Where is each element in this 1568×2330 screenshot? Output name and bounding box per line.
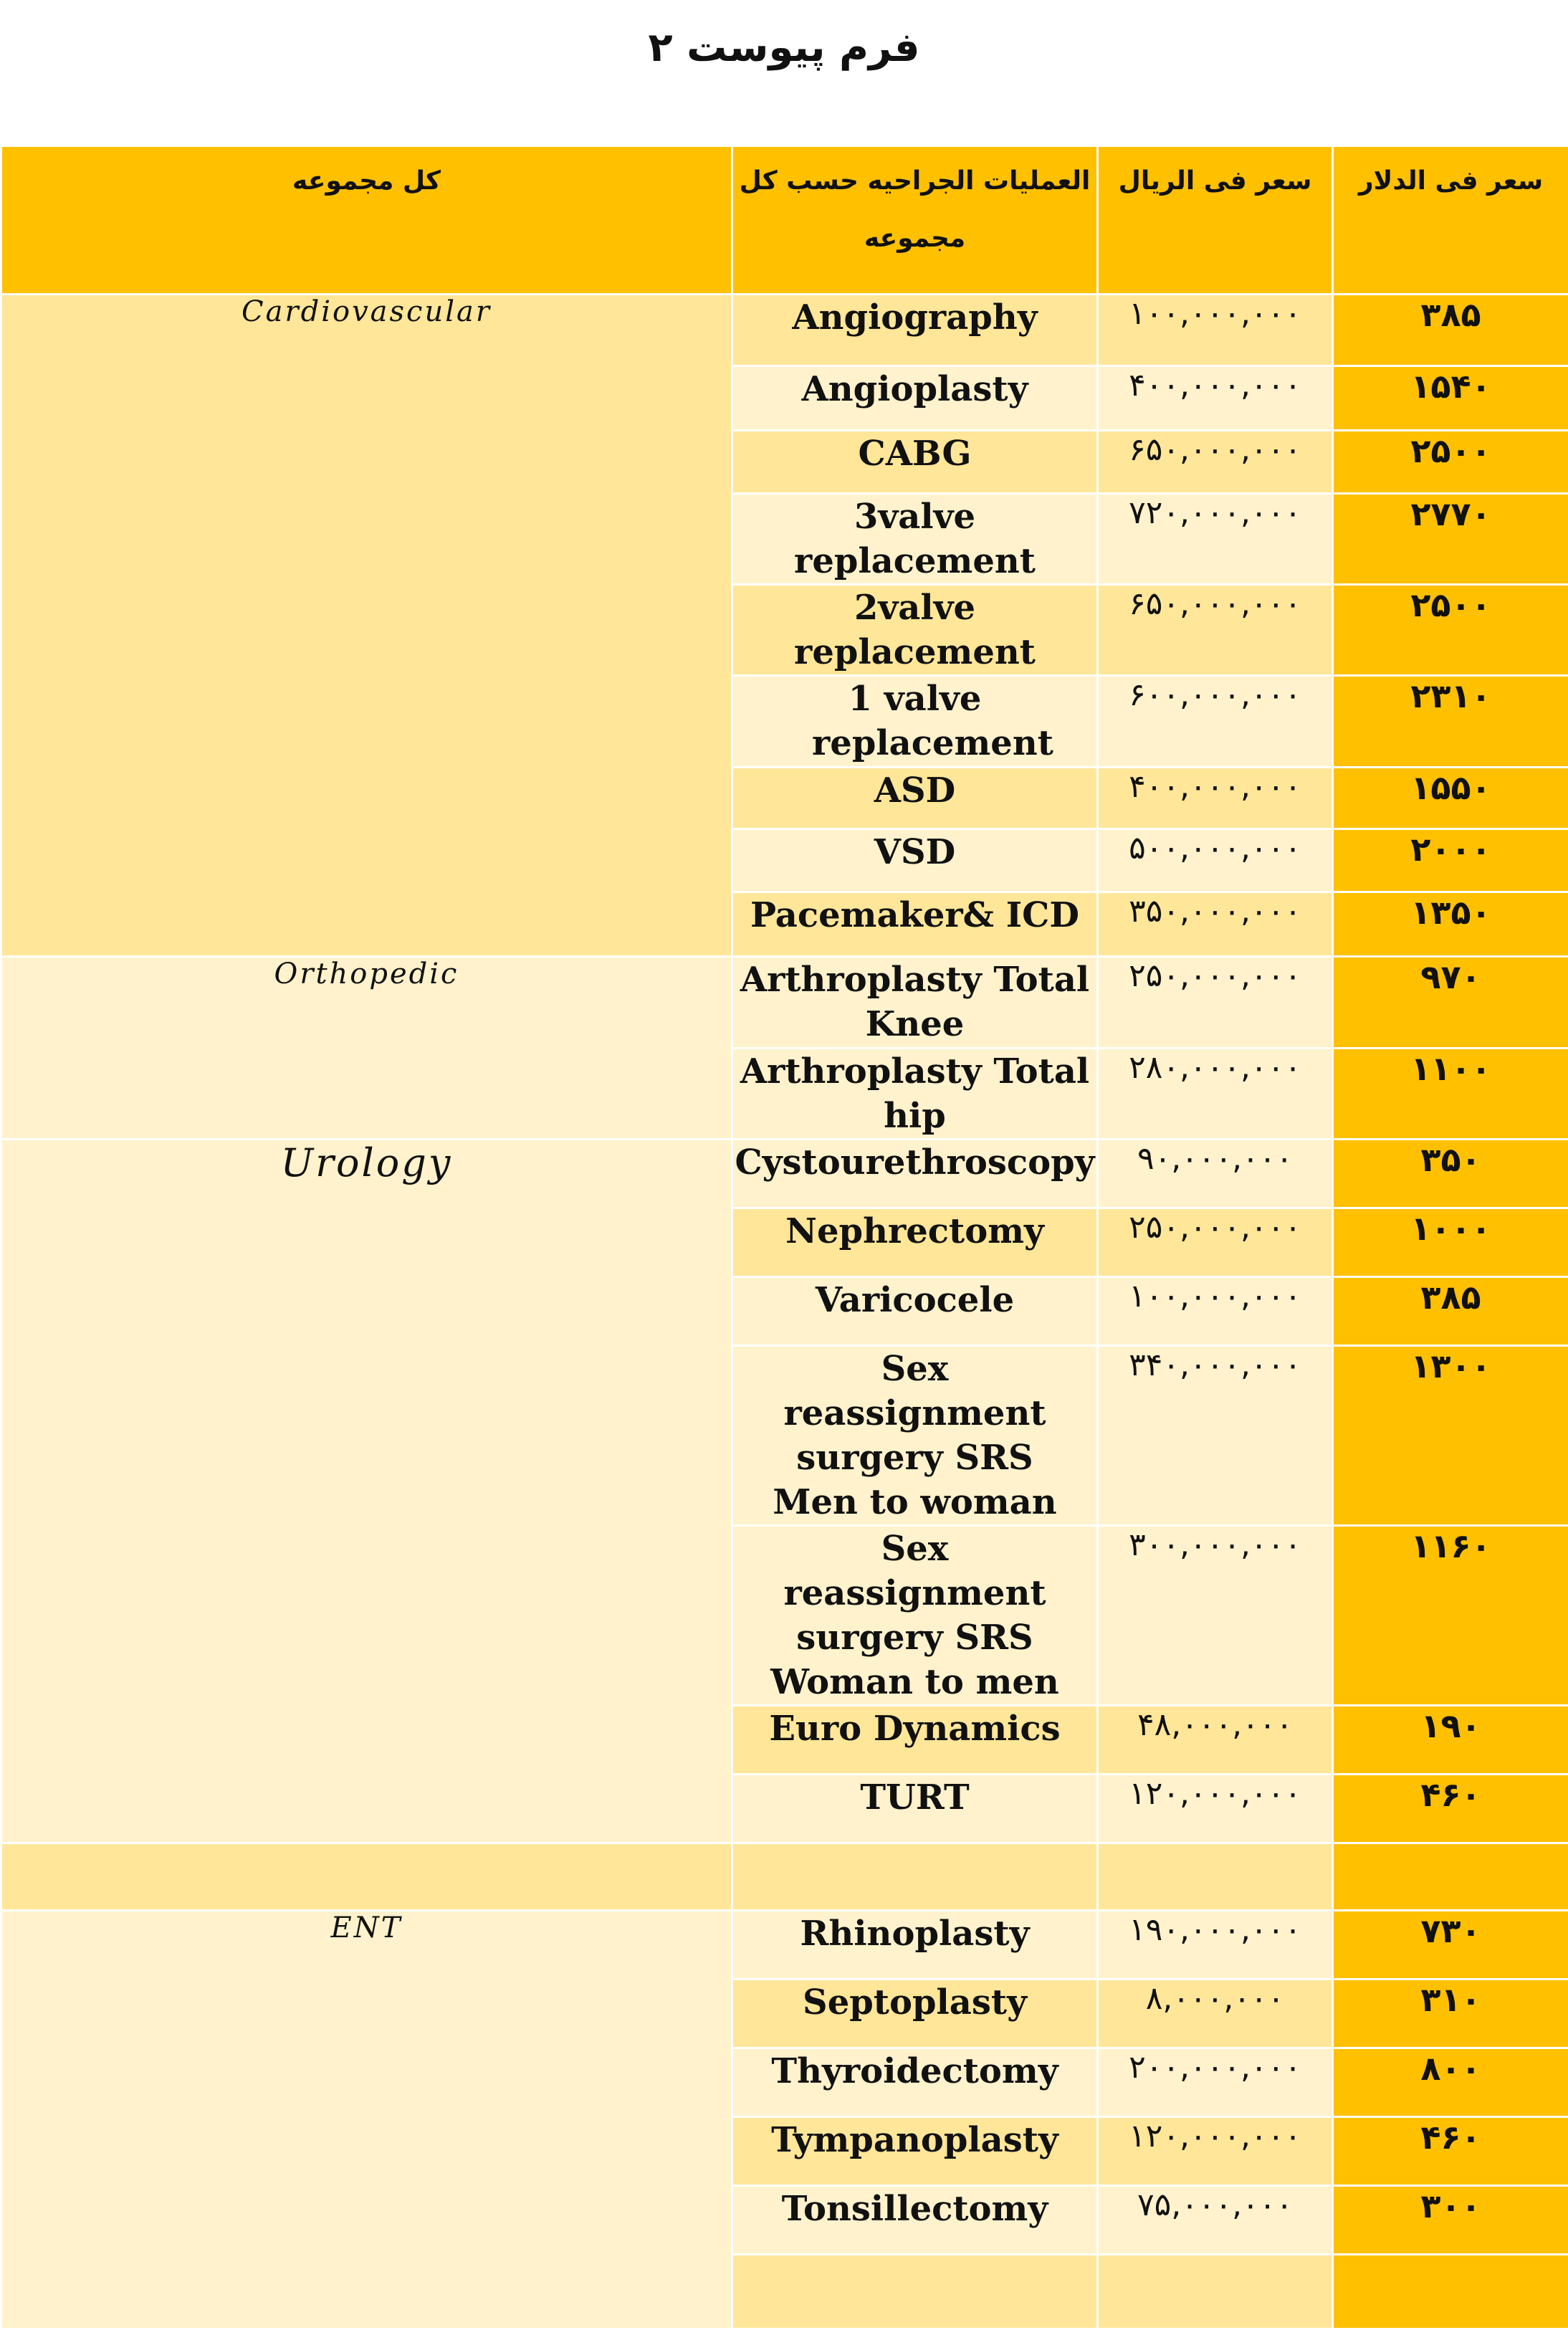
procedure-cell: 1 valve replacement	[732, 676, 1098, 768]
header-price-usd: سعر فی الدلار	[1333, 146, 1568, 295]
category-label: Orthopedic	[274, 958, 459, 990]
page-title: فرم پیوست ۲	[0, 24, 1568, 71]
procedure-cell: Arthroplasty Total Knee	[732, 957, 1098, 1049]
usd-cell: ۱۰۰۰	[1333, 1208, 1568, 1277]
procedure-cell: Rhinoplasty	[732, 1911, 1098, 1980]
usd-cell: ۳۰۰	[1333, 2186, 1568, 2255]
rial-cell: ۱۰۰,۰۰۰,۰۰۰	[1098, 1277, 1333, 1346]
empty-cell	[1333, 2255, 1568, 2329]
usd-cell: ۱۵۴۰	[1333, 366, 1568, 431]
usd-cell: ۱۳۵۰	[1333, 892, 1568, 957]
usd-cell: ۳۸۵	[1333, 295, 1568, 366]
usd-cell: ۲۷۷۰	[1333, 494, 1568, 585]
table-row	[1, 295, 1568, 366]
procedure-cell: Varicocele	[732, 1277, 1098, 1346]
rial-cell: ۳۴۰,۰۰۰,۰۰۰	[1098, 1346, 1333, 1526]
rial-cell: ۳۰۰,۰۰۰,۰۰۰	[1098, 1526, 1333, 1706]
rial-cell: ۴۰۰,۰۰۰,۰۰۰	[1098, 366, 1333, 431]
table-row	[1, 1911, 1568, 1980]
empty-cell	[1098, 2255, 1333, 2329]
rial-cell: ۱۲۰,۰۰۰,۰۰۰	[1098, 1775, 1333, 1843]
procedure-cell: Angioplasty	[732, 366, 1098, 431]
usd-cell: ۹۷۰	[1333, 957, 1568, 1049]
rial-cell: ۹۰,۰۰۰,۰۰۰	[1098, 1140, 1333, 1208]
usd-cell: ۸۰۰	[1333, 2048, 1568, 2117]
header-price-rial: سعر فی الریال	[1098, 146, 1333, 295]
category-label: Urology	[281, 1140, 453, 1185]
procedure-cell: CABG	[732, 431, 1098, 494]
rial-cell: ۶۵۰,۰۰۰,۰۰۰	[1098, 431, 1333, 494]
table-row	[1, 957, 1568, 1049]
usd-cell: ۲۳۱۰	[1333, 676, 1568, 768]
usd-cell: ۷۳۰	[1333, 1911, 1568, 1980]
empty-cell	[732, 1843, 1098, 1911]
rial-cell: ۸,۰۰۰,۰۰۰	[1098, 1980, 1333, 2048]
usd-cell: ۲۰۰۰	[1333, 829, 1568, 892]
rial-cell: ۴۸,۰۰۰,۰۰۰	[1098, 1706, 1333, 1775]
empty-row	[1, 1843, 1568, 1911]
usd-cell: ۲۵۰۰	[1333, 431, 1568, 494]
category-ent	[1, 1911, 732, 2329]
empty-cell	[1333, 1843, 1568, 1911]
procedure-cell: 3valve replacement	[732, 494, 1098, 585]
procedure-cell: 2valve replacement	[732, 585, 1098, 676]
procedure-cell: Cystourethroscopy	[732, 1140, 1098, 1208]
procedure-cell: Sex reassignment surgery SRS Woman to men	[732, 1526, 1098, 1706]
procedure-cell: VSD	[732, 829, 1098, 892]
procedure-cell: Angiography	[732, 295, 1098, 366]
category-cardiovascular	[1, 295, 732, 957]
procedure-cell: Tonsillectomy	[732, 2186, 1098, 2255]
category-label: ENT	[331, 1911, 403, 1944]
procedure-cell: Thyroidectomy	[732, 2048, 1098, 2117]
header-category: کل مجموعه	[1, 146, 732, 295]
header-operations: العملیات الجراحیه حسب کل مجموعه	[732, 146, 1098, 295]
rial-cell: ۲۸۰,۰۰۰,۰۰۰	[1098, 1049, 1333, 1140]
usd-cell: ۳۵۰	[1333, 1140, 1568, 1208]
rial-cell: ۶۵۰,۰۰۰,۰۰۰	[1098, 585, 1333, 676]
usd-cell: ۴۶۰	[1333, 2117, 1568, 2186]
rial-cell: ۷۲۰,۰۰۰,۰۰۰	[1098, 494, 1333, 585]
price-table	[0, 145, 1568, 2330]
usd-cell: ۱۳۰۰	[1333, 1346, 1568, 1526]
category-orthopedic	[1, 957, 732, 1140]
rial-cell: ۲۵۰,۰۰۰,۰۰۰	[1098, 957, 1333, 1049]
procedure-cell: Pacemaker& ICD	[732, 892, 1098, 957]
usd-cell: ۳۱۰	[1333, 1980, 1568, 2048]
table-row	[1, 1140, 1568, 1208]
usd-cell: ۱۹۰	[1333, 1706, 1568, 1775]
rial-cell: ۱۲۰,۰۰۰,۰۰۰	[1098, 2117, 1333, 2186]
rial-cell: ۷۵,۰۰۰,۰۰۰	[1098, 2186, 1333, 2255]
procedure-cell: Sex reassignment surgery SRS Men to woman	[732, 1346, 1098, 1526]
empty-cell	[732, 2255, 1098, 2329]
rial-cell: ۱۹۰,۰۰۰,۰۰۰	[1098, 1911, 1333, 1980]
procedure-cell: Tympanoplasty	[732, 2117, 1098, 2186]
usd-cell: ۲۵۰۰	[1333, 585, 1568, 676]
procedure-cell: TURT	[732, 1775, 1098, 1843]
usd-cell: ۱۱۰۰	[1333, 1049, 1568, 1140]
rial-cell: ۴۰۰,۰۰۰,۰۰۰	[1098, 768, 1333, 829]
procedure-cell: Euro Dynamics	[732, 1706, 1098, 1775]
rial-cell: ۳۵۰,۰۰۰,۰۰۰	[1098, 892, 1333, 957]
empty-cell	[1, 1843, 732, 1911]
procedure-cell: Arthroplasty Total hip	[732, 1049, 1098, 1140]
rial-cell: ۵۰۰,۰۰۰,۰۰۰	[1098, 829, 1333, 892]
usd-cell: ۳۸۵	[1333, 1277, 1568, 1346]
procedure-cell: Septoplasty	[732, 1980, 1098, 2048]
usd-cell: ۴۶۰	[1333, 1775, 1568, 1843]
procedure-cell: Nephrectomy	[732, 1208, 1098, 1277]
empty-cell	[1098, 1843, 1333, 1911]
procedure-cell: ASD	[732, 768, 1098, 829]
header-row	[1, 146, 1568, 295]
category-urology	[1, 1140, 732, 1843]
usd-cell: ۱۵۵۰	[1333, 768, 1568, 829]
rial-cell: ۱۰۰,۰۰۰,۰۰۰	[1098, 295, 1333, 366]
rial-cell: ۲۵۰,۰۰۰,۰۰۰	[1098, 1208, 1333, 1277]
category-label: Cardiovascular	[242, 295, 492, 328]
usd-cell: ۱۱۶۰	[1333, 1526, 1568, 1706]
rial-cell: ۶۰۰,۰۰۰,۰۰۰	[1098, 676, 1333, 768]
rial-cell: ۲۰۰,۰۰۰,۰۰۰	[1098, 2048, 1333, 2117]
